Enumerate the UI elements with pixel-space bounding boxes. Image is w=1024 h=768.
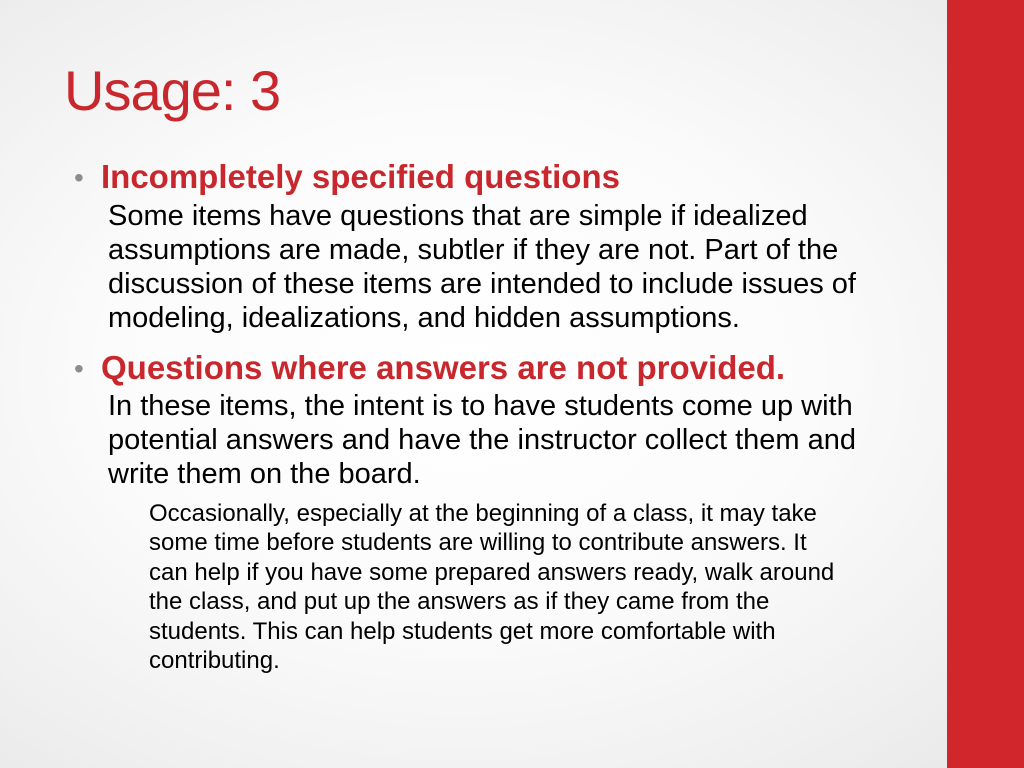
sub-note-answers-not-provided: Occasionally, especially at the beginning of a class, it may take some time before students are willing to contribute answers. It can help if you have some prepared answers ready, walk around the class, and put up the answers as if they came from the students. This can help students get more comfortable with contributing. <box>149 499 835 674</box>
bullet-body-answers-not-provided: In these items, the intent is to have students come up with potential answers and have the instructor collect them and write them on the board. <box>108 389 856 490</box>
bullet-body-incomplete-questions: Some items have questions that are simple if idealized assumptions are made, subtler if they are not. Part of the discussion of these items are intended to include issues of modeling, idealizations, and hidden assumptions. <box>108 200 856 335</box>
accent-bar <box>947 0 1024 768</box>
bullet-heading-text: Questions where answers are not provided. <box>101 349 786 387</box>
bullet-icon: • <box>74 353 84 385</box>
bullet-heading-text: Incompletely specified questions <box>101 158 620 195</box>
bullet-heading-incomplete-questions <box>74 156 934 197</box>
bullet-heading-answers-not-provided <box>74 347 934 388</box>
slide-title: Usage: 3 <box>64 59 281 122</box>
bullet-icon: • <box>74 162 84 193</box>
slide-content <box>74 156 934 676</box>
